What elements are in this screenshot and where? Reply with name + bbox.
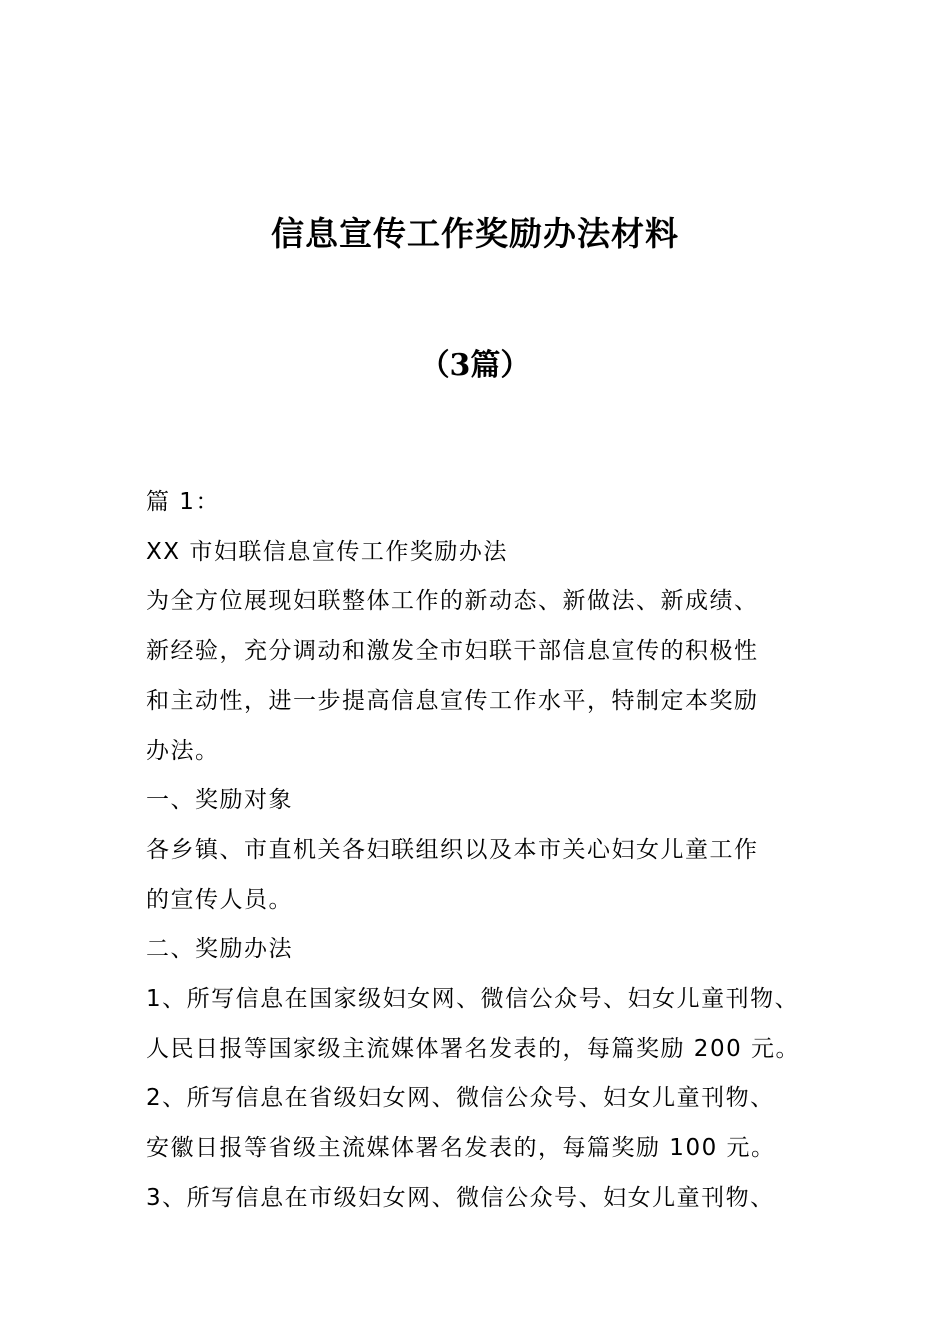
paragraph-line: 各乡镇、市直机关各妇联组织以及本市关心妇女儿童工作	[146, 836, 759, 863]
document-subtitle: （3篇）	[419, 348, 531, 383]
paragraph-line: 新经验，充分调动和激发全市妇联干部信息宣传的积极性	[146, 638, 759, 665]
paragraph-line: 办法。	[146, 737, 220, 764]
list-heading: 一、奖励对象	[146, 787, 293, 814]
document-body	[146, 478, 836, 1224]
list-item-line: 2、所写信息在省级妇女网、微信公众号、妇女儿童刊物、	[146, 1085, 775, 1112]
paragraph-line: 的宣传人员。	[146, 886, 293, 913]
document-title: 信息宣传工作奖励办法材料	[271, 214, 679, 253]
list-item-line: 人民日报等国家级主流媒体署名发表的，每篇奖励 200 元。	[146, 1035, 801, 1062]
list-item-line: 1、所写信息在国家级妇女网、微信公众号、妇女儿童刊物、	[146, 986, 800, 1013]
paragraph-line: 和主动性，进一步提高信息宣传工作水平，特制定本奖励	[146, 687, 759, 714]
list-item-line: 3、所写信息在市级妇女网、微信公众号、妇女儿童刊物、	[146, 1184, 775, 1211]
section-label: 篇 1：	[146, 489, 220, 515]
list-item-line: 安徽日报等省级主流媒体署名发表的，每篇奖励 100 元。	[146, 1135, 776, 1162]
paragraph-line: 为全方位展现妇联整体工作的新动态、新做法、新成绩、	[146, 588, 759, 615]
list-heading: 二、奖励办法	[146, 936, 293, 963]
section-heading: XX 市妇联信息宣传工作奖励办法	[146, 538, 508, 565]
